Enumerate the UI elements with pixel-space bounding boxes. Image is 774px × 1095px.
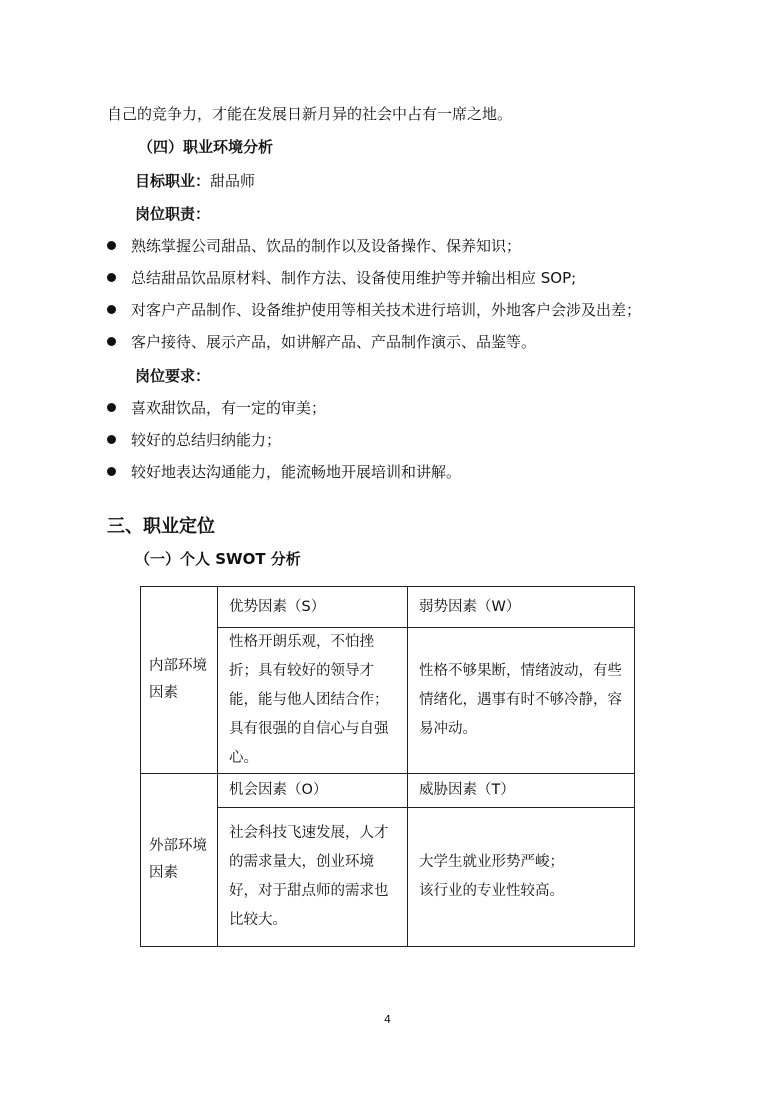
page-number: 4	[384, 1013, 391, 1026]
chapter-3-title: 三、职业定位	[107, 516, 215, 537]
internal-label: 内部环境因素	[141, 587, 218, 774]
requirement-item: 喜欢甜饮品，有一定的审美；	[131, 399, 327, 417]
bullet-dot	[107, 305, 116, 314]
swot-table	[140, 586, 635, 947]
bullet-dot	[107, 241, 116, 250]
target-job-label: 目标职业：	[135, 172, 211, 190]
duty-item: 熟练掌握公司甜品、饮品的制作以及设备操作、保养知识；	[131, 237, 522, 255]
intro-line: 自己的竞争力，才能在发展日新月异的社会中占有一席之地。	[107, 105, 513, 123]
swot-title: （一）个人 SWOT 分析	[135, 550, 301, 568]
bullet-dot	[107, 435, 116, 444]
target-job	[135, 170, 255, 191]
weaknesses-header: 弱势因素（W）	[408, 587, 635, 628]
opportunities-header: 机会因素（O）	[218, 774, 408, 808]
duty-item: 对客户产品制作、设备维护使用等相关技术进行培训，外地客户会涉及出差；	[131, 301, 642, 319]
bullet-dot	[107, 273, 116, 282]
section-4-title: （四）职业环境分析	[138, 138, 274, 156]
requirements-title: 岗位要求：	[135, 367, 211, 385]
threat-line: 该行业的专业性较高。	[419, 883, 564, 899]
strengths-header: 优势因素（S）	[218, 587, 408, 628]
threats-cell	[408, 808, 635, 947]
target-job-value: 甜品师	[210, 172, 256, 190]
strengths-cell: 性格开朗乐观，不怕挫折；具有较好的领导才能，能与他人团结合作；具有很强的自信心与自强心。	[218, 628, 408, 774]
threat-line: 大学生就业形势严峻；	[419, 854, 564, 870]
requirement-item: 较好的总结归纳能力；	[131, 431, 282, 449]
duty-item: 总结甜品饮品原材料、制作方法、设备使用维护等并输出相应 SOP;	[131, 269, 577, 287]
duties-title: 岗位职责：	[135, 205, 211, 223]
duty-item: 客户接待、展示产品，如讲解产品、产品制作演示、品鉴等。	[131, 333, 537, 351]
requirement-item: 较好地表达沟通能力，能流畅地开展培训和讲解。	[131, 463, 462, 481]
bullet-dot	[107, 467, 116, 476]
external-label: 外部环境因素	[141, 774, 218, 947]
threats-header: 威胁因素（T）	[408, 774, 635, 808]
weaknesses-cell: 性格不够果断，情绪波动，有些情绪化，遇事有时不够冷静，容易冲动。	[408, 628, 635, 774]
bullet-dot	[107, 403, 116, 412]
bullet-dot	[107, 337, 116, 346]
opportunities-cell: 社会科技飞速发展，人才的需求量大，创业环境好，对于甜点师的需求也比较大。	[218, 808, 408, 947]
